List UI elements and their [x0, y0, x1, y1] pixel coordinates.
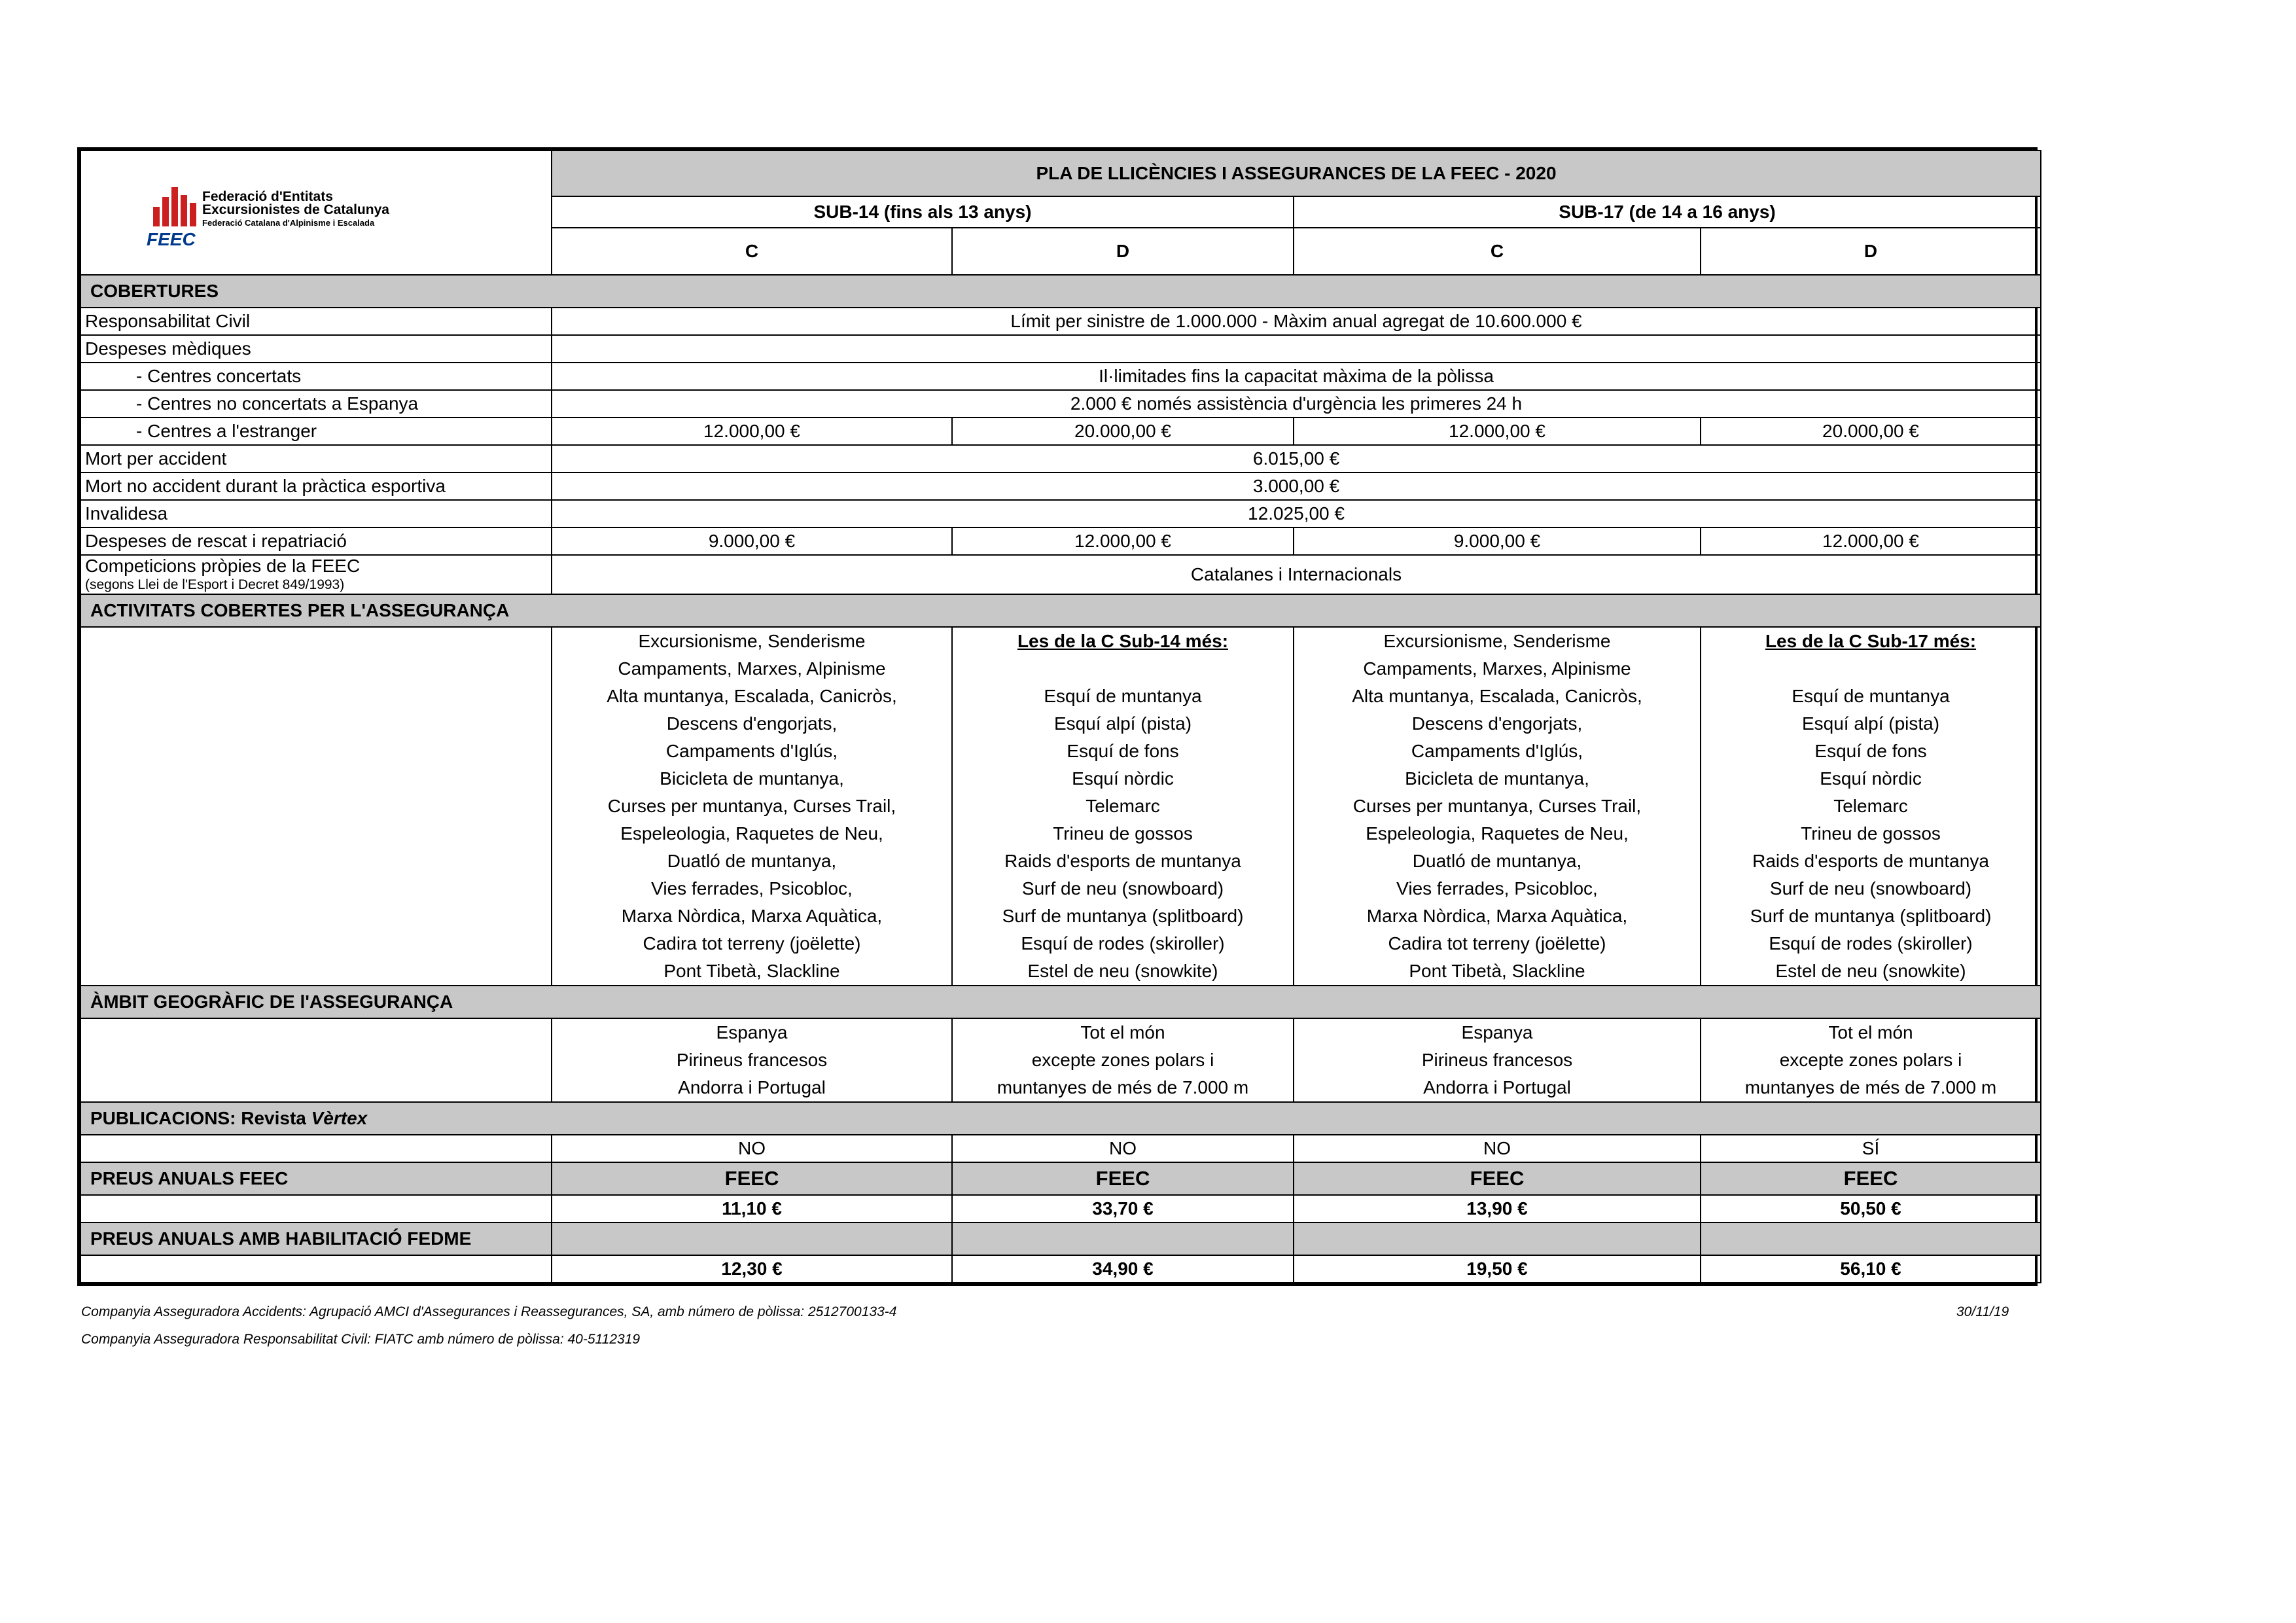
geo-sub14-d — [952, 1018, 1294, 1102]
group-sub14: SUB-14 (fins als 13 anys) — [552, 196, 1294, 228]
activity-item: Pont Tibetà, Slackline — [663, 961, 840, 981]
activity-item: Raids d'esports de muntanya — [1752, 851, 1989, 871]
logo-line1: Federació d'Entitats — [202, 189, 333, 204]
death-value: 6.015,00 € — [552, 445, 2041, 473]
activity-item: Esquí de rodes (skiroller) — [1021, 933, 1225, 954]
activity-item: Telemarc — [1833, 796, 1908, 816]
fedme-price-value: 34,90 € — [952, 1255, 1294, 1283]
rescue-value: 12.000,00 € — [952, 527, 1294, 555]
activity-item: Duatló de muntanya, — [1412, 851, 1582, 871]
abroad-value: 12.000,00 € — [552, 418, 952, 445]
activity-item: Telemarc — [1086, 796, 1160, 816]
geo-sub14-c — [552, 1018, 952, 1102]
fedme-head-empty — [1294, 1222, 1701, 1255]
feec-logo — [140, 184, 506, 256]
rc-value: Límit per sinistre de 1.000.000 - Màxim anual agregat de 10.600.000 € — [552, 308, 2041, 335]
geo-label-empty — [80, 1018, 552, 1102]
section-publications: PUBLICACIONS: Revista Vèrtex — [80, 1102, 2041, 1135]
col-head-sub14-c: C — [552, 228, 952, 275]
logo-line2: Excursionistes de Catalunya — [202, 202, 389, 217]
activity-item — [957, 655, 1289, 683]
activity-item: Esquí de muntanya — [1792, 686, 1950, 706]
invalid-value: 12.025,00 € — [552, 500, 2041, 527]
activity-item: Esquí de rodes (skiroller) — [1769, 933, 1973, 954]
price-col-label: FEEC — [552, 1162, 952, 1195]
activities-sub14-d — [952, 627, 1294, 986]
page-title: PLA DE LLICÈNCIES I ASSEGURANCES DE LA FEEC - 2020 — [552, 151, 2041, 196]
activity-item: Alta muntanya, Escalada, Canicròs, — [607, 686, 897, 706]
competitions-sublabel: (segons Llei de l'Esport i Decret 849/1993) — [85, 577, 345, 592]
activity-item: Alta muntanya, Escalada, Canicròs, — [1352, 686, 1642, 706]
geo-line: Espanya — [1461, 1022, 1533, 1043]
section-prices: PREUS ANUALS FEEC — [80, 1162, 552, 1195]
fedme-head-empty — [1701, 1222, 2041, 1255]
activity-item: Surf de muntanya (splitboard) — [1750, 906, 1992, 926]
fedme-price-value: 19,50 € — [1294, 1255, 1701, 1283]
activity-d-heading: Les de la C Sub-17 més: — [1765, 631, 1977, 651]
rescue-value: 12.000,00 € — [1701, 527, 2041, 555]
fedme-label-empty — [80, 1255, 552, 1283]
activity-item: Vies ferrades, Psicobloc, — [651, 878, 853, 899]
group-sub17: SUB-17 (de 14 a 16 anys) — [1294, 196, 2041, 228]
competitions-label: Competicions pròpies de la FEEC — [85, 556, 361, 576]
license-table — [80, 150, 2041, 1283]
activities-sub17-d — [1701, 627, 2041, 986]
geo-line: Espanya — [716, 1022, 788, 1043]
price-value: 33,70 € — [952, 1195, 1294, 1222]
activity-item: Campaments, Marxes, Alpinisme — [1363, 658, 1631, 679]
abroad-value: 20.000,00 € — [952, 418, 1294, 445]
activity-item: Esquí de fons — [1067, 741, 1179, 761]
activity-item: Marxa Nòrdica, Marxa Aquàtica, — [621, 906, 883, 926]
activity-item: Surf de neu (snowboard) — [1021, 878, 1224, 899]
activity-item: Curses per muntanya, Curses Trail, — [607, 796, 896, 816]
activity-item: Campaments, Marxes, Alpinisme — [618, 658, 886, 679]
medical-value-empty — [552, 335, 2041, 363]
logo-line3: Federació Catalana d'Alpinisme i Escalada — [202, 218, 375, 228]
geo-sub17-c — [1294, 1018, 1701, 1102]
publication-value: NO — [952, 1135, 1294, 1162]
price-col-label: FEEC — [1701, 1162, 2041, 1195]
price-value: 11,10 € — [552, 1195, 952, 1222]
price-col-label: FEEC — [952, 1162, 1294, 1195]
activity-item: Surf de muntanya (splitboard) — [1002, 906, 1244, 926]
activity-item — [1705, 655, 2036, 683]
geo-line: Tot el món — [1828, 1022, 1913, 1043]
logo-mark: FEEC — [147, 229, 196, 249]
geo-line: muntanyes de més de 7.000 m — [1744, 1077, 1997, 1097]
activity-item: Cadira tot terreny (joëlette) — [643, 933, 861, 954]
footer-note-accidents: Companyia Asseguradora Accidents: Agrupació AMCI d'Assegurances i Reassegurances, SA, amb número de pòlissa: 2512700133-4 — [81, 1304, 897, 1319]
geo-line: Pirineus francesos — [676, 1050, 828, 1070]
activity-item: Raids d'esports de muntanya — [1004, 851, 1241, 871]
fedme-head-empty — [552, 1222, 952, 1255]
row-label-noconcert: - Centres no concertats a Espanya — [80, 390, 552, 418]
fedme-head-empty — [952, 1222, 1294, 1255]
fedme-price-value: 56,10 € — [1701, 1255, 2041, 1283]
activity-item: Excursionisme, Senderisme — [638, 631, 866, 651]
publication-value: SÍ — [1701, 1135, 2041, 1162]
geo-line: muntanyes de més de 7.000 m — [997, 1077, 1249, 1097]
activity-item: Duatló de muntanya, — [667, 851, 837, 871]
activity-item: Excursionisme, Senderisme — [1383, 631, 1611, 651]
row-label-death: Mort per accident — [80, 445, 552, 473]
section-activities: ACTIVITATS COBERTES PER L'ASSEGURANÇA — [80, 594, 2041, 627]
activity-item: Trineu de gossos — [1801, 823, 1941, 844]
activity-item: Trineu de gossos — [1053, 823, 1193, 844]
activity-item: Marxa Nòrdica, Marxa Aquàtica, — [1366, 906, 1628, 926]
activities-sub17-c — [1294, 627, 1701, 986]
activity-item: Espeleologia, Raquetes de Neu, — [1366, 823, 1629, 844]
row-label-rc: Responsabilitat Civil — [80, 308, 552, 335]
activity-item: Esquí nòrdic — [1072, 768, 1174, 789]
abroad-value: 20.000,00 € — [1701, 418, 2041, 445]
activity-item: Esquí alpí (pista) — [1053, 713, 1192, 734]
activity-item: Descens d'engorjats, — [1411, 713, 1583, 734]
activity-item: Bicicleta de muntanya, — [1405, 768, 1589, 789]
activities-label-empty — [80, 627, 552, 986]
row-label-medical: Despeses mèdiques — [80, 335, 552, 363]
noconcert-value: 2.000 € només assistència d'urgència les primeres 24 h — [552, 390, 2041, 418]
row-label-rescue: Despeses de rescat i repatriació — [80, 527, 552, 555]
activity-item: Esquí alpí (pista) — [1801, 713, 1940, 734]
activity-item: Esquí nòrdic — [1820, 768, 1922, 789]
row-label-invalid: Invalidesa — [80, 500, 552, 527]
price-value: 13,90 € — [1294, 1195, 1701, 1222]
activity-item: Curses per muntanya, Curses Trail, — [1352, 796, 1642, 816]
price-col-label: FEEC — [1294, 1162, 1701, 1195]
activity-item: Esquí de fons — [1814, 741, 1927, 761]
geo-sub17-d — [1701, 1018, 2041, 1102]
activity-item: Bicicleta de muntanya, — [660, 768, 844, 789]
activities-sub14-c — [552, 627, 952, 986]
geo-line: Tot el món — [1080, 1022, 1165, 1043]
col-head-sub17-d: D — [1701, 228, 2041, 275]
col-head-sub14-d: D — [952, 228, 1294, 275]
competitions-value: Catalanes i Internacionals — [552, 555, 2041, 594]
publications-label-empty — [80, 1135, 552, 1162]
activity-item: Cadira tot terreny (joëlette) — [1388, 933, 1606, 954]
activity-item: Descens d'engorjats, — [666, 713, 838, 734]
geo-line: Andorra i Portugal — [1423, 1077, 1571, 1097]
activity-item: Esquí de muntanya — [1044, 686, 1202, 706]
activity-item: Campaments d'Iglús, — [665, 741, 838, 761]
row-label-competitions — [80, 555, 552, 594]
activity-item: Estel de neu (snowkite) — [1775, 961, 1966, 981]
death2-value: 3.000,00 € — [552, 473, 2041, 500]
activity-item: Espeleologia, Raquetes de Neu, — [620, 823, 883, 844]
footer-date: 30/11/19 — [1956, 1304, 2009, 1319]
concert-value: Il·limitades fins la capacitat màxima de la pòlissa — [552, 363, 2041, 390]
prices-label-empty — [80, 1195, 552, 1222]
geo-line: Pirineus francesos — [1421, 1050, 1573, 1070]
row-label-death2: Mort no accident durant la pràctica esportiva — [80, 473, 552, 500]
footer-note-civil: Companyia Asseguradora Responsabilitat Civil: FIATC amb número de pòlissa: 40-5112319 — [81, 1332, 641, 1347]
fedme-price-value: 12,30 € — [552, 1255, 952, 1283]
license-table-sheet — [77, 147, 2038, 1286]
rescue-value: 9.000,00 € — [1294, 527, 1701, 555]
section-coverage: COBERTURES — [80, 275, 2041, 308]
activity-item: Estel de neu (snowkite) — [1027, 961, 1218, 981]
logo-cell — [80, 151, 552, 275]
col-head-sub17-c: C — [1294, 228, 1701, 275]
section-prices-fedme: PREUS ANUALS AMB HABILITACIÓ FEDME — [80, 1222, 552, 1255]
geo-line: Andorra i Portugal — [678, 1077, 826, 1097]
activity-item: Campaments d'Iglús, — [1411, 741, 1583, 761]
activity-item: Surf de neu (snowboard) — [1769, 878, 1972, 899]
activity-item: Vies ferrades, Psicobloc, — [1396, 878, 1598, 899]
price-value: 50,50 € — [1701, 1195, 2041, 1222]
activity-d-heading: Les de la C Sub-14 més: — [1017, 631, 1229, 651]
publication-value: NO — [552, 1135, 952, 1162]
row-label-concert: - Centres concertats — [80, 363, 552, 390]
activity-item: Pont Tibetà, Slackline — [1409, 961, 1585, 981]
row-label-abroad: - Centres a l'estranger — [80, 418, 552, 445]
geo-line: excepte zones polars i — [1031, 1050, 1214, 1070]
abroad-value: 12.000,00 € — [1294, 418, 1701, 445]
rescue-value: 9.000,00 € — [552, 527, 952, 555]
publication-value: NO — [1294, 1135, 1701, 1162]
section-geo: ÀMBIT GEOGRÀFIC DE l'ASSEGURANÇA — [80, 986, 2041, 1018]
geo-line: excepte zones polars i — [1779, 1050, 1962, 1070]
